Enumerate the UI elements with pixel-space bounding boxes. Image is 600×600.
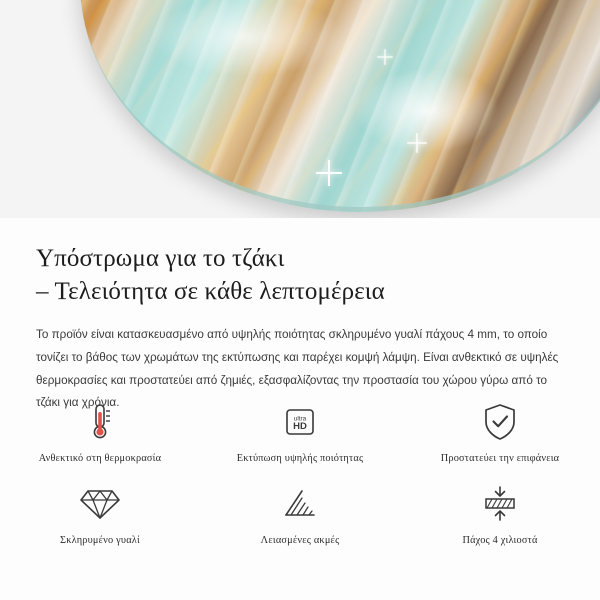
headline-line-1: Υπόστρωμα για το τζάκι [36,245,285,272]
thickness-icon [480,482,520,526]
headline-line-2: – Τελειότητα σε κάθε λεπτομέρεια [36,278,385,305]
page-title [0,218,600,308]
polished-edges-icon [280,482,320,526]
feature-item-surface-protection [400,400,600,464]
thermometer-icon [83,400,117,444]
feature-label: Ανθεκτικό στη θερμοκρασία [38,453,162,464]
diamond-icon [79,482,121,526]
feature-label: Πάχος 4 χιλιοστά [462,535,538,546]
shield-check-icon [481,400,519,444]
feature-item-tempered-glass [0,482,200,546]
feature-label: Λειασμένες ακμές [260,535,340,546]
content-block [0,218,600,415]
hero-image [0,0,600,218]
feature-grid [0,400,600,546]
feature-label: Σκληρυμένο γυαλί [60,535,140,546]
feature-item-print-quality [200,400,400,464]
feature-item-polished-edges [200,482,400,546]
feature-item-thickness [400,482,600,546]
svg-text:HD: HD [293,421,307,432]
ultra-hd-icon [280,400,320,444]
feature-label: Προστατεύει την επιφάνεια [440,453,560,464]
feature-item-temperature-resistant [0,400,200,464]
description-text: Το προϊόν είναι κατασκευασμένο από υψηλής ποιότητας σκληρυμένο γυαλί πάχους 4 mm, το οποίο τονίζει το βάθος των χρωμάτων της εκτύπωσης και παρέχει κομψή λάμψη. Είναι ανθεκτικό σε υψηλές θερμοκρασίες και προστατεύει από ζημιές, εξασφαλίζοντας την προστασία του χώρου γύρω από το τζάκι για χρόνια. [36,328,559,410]
feature-label: Εκτύπωση υψηλής ποιότητας [236,453,364,464]
svg-text:ultra: ultra [293,415,307,423]
